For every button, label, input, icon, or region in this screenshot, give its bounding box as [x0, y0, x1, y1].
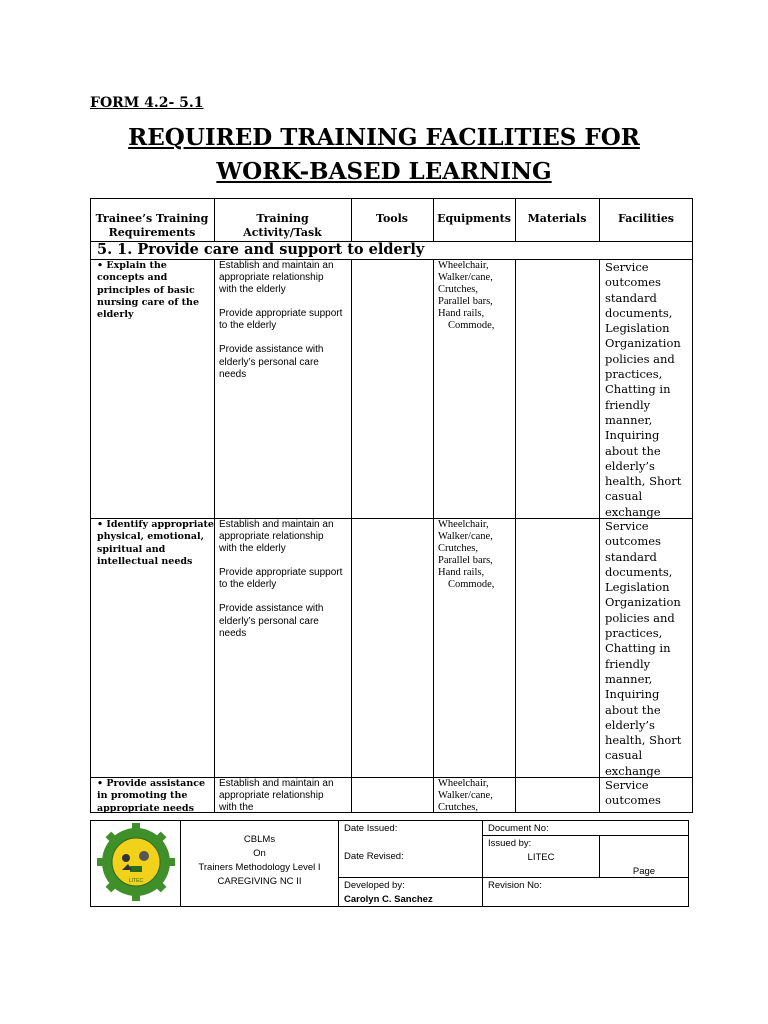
row-3-tasks [219, 778, 344, 812]
equipment-item: Hand rails, [438, 308, 485, 320]
cblm-line: CBLMs [243, 834, 276, 845]
col-header-facilities: Facilities [617, 212, 675, 225]
equipment-item: Crutches, [438, 284, 478, 296]
litec-logo [96, 822, 176, 902]
equipment-item: Crutches, [438, 802, 478, 812]
section-title: 5. 1. Provide care and support to elderly [97, 241, 425, 258]
gear-seal-icon [96, 822, 176, 902]
row-1-tasks [219, 260, 344, 393]
equipment-item: Walker/cane, [438, 790, 493, 802]
equipment-item: Wheelchair, [438, 778, 489, 789]
row-2-requirement: • Identify appropriate physical, emotional, spiritual and intellectual needs [97, 519, 214, 567]
revision-no-label: Revision No: [488, 880, 542, 891]
equipment-item: Hand rails, [438, 567, 485, 579]
equipment-item: Commode, [448, 579, 495, 591]
date-issued-label: Date Issued: [344, 823, 398, 834]
task-item: Provide appropriate support to the elderly [219, 567, 343, 591]
date-revised-label: Date Revised: [344, 851, 404, 862]
col-header-activity: Training Activity/Task [243, 212, 322, 239]
issued-by-label: Issued by: [488, 838, 532, 849]
equipment-item: Walker/cane, [438, 272, 493, 284]
task-item: Establish and maintain an appropriate relationship with the elderly [219, 260, 334, 296]
row-3-requirement: • Provide assistance in promoting the appropriate needs [97, 778, 206, 812]
row-3-equipments [438, 778, 514, 812]
equipment-item: Commode, [448, 320, 495, 332]
row-1-equipments [438, 260, 514, 333]
task-item: Provide assistance with elderly’s personal care needs [219, 344, 324, 380]
form-code: FORM 4.2- 5.1 [90, 95, 204, 111]
equipment-item: Wheelchair, [438, 260, 489, 271]
cblm-line: CAREGIVING NC II [217, 876, 302, 887]
document-no-label: Document No: [488, 823, 549, 834]
task-item: Establish and maintain an appropriate relationship with the elderly [219, 519, 334, 555]
page-title-line-1: REQUIRED TRAINING FACILITIES FOR [128, 124, 640, 151]
col-header-materials: Materials [527, 212, 587, 225]
developed-by-label: Developed by: [344, 880, 405, 891]
logo-text: LITEC [128, 878, 144, 884]
cblm-title [181, 833, 338, 889]
col-header-requirements: Trainee’s Training Requirements [95, 212, 209, 239]
equipment-item: Parallel bars, [438, 296, 493, 308]
cblm-line: On [253, 848, 266, 859]
page-label: Page [632, 866, 656, 877]
col-header-equipments: Equipments [437, 212, 511, 225]
equipment-item: Crutches, [438, 543, 478, 555]
cblm-line: Trainers Methodology Level I [198, 862, 321, 873]
row-2-equipments [438, 519, 514, 592]
developer-name: Carolyn C. Sanchez [344, 894, 433, 905]
row-2-tasks [219, 519, 344, 652]
issuer-name: LITEC [527, 852, 555, 863]
row-1-facilities: Service outcomes standard documents, Legislation Organization policies and practices, Chatting in friendly manner, Inquiring about the elderly’s health, Short casual exchange [605, 260, 682, 519]
equipment-item: Walker/cane, [438, 531, 493, 543]
equipment-item: Wheelchair, [438, 519, 489, 530]
row-1-requirement: • Explain the concepts and principles of basic nursing care of the elderly [97, 260, 199, 321]
page-title-line-2: WORK-BASED LEARNING [216, 158, 552, 185]
row-3-facilities: Service outcomes [605, 778, 661, 808]
row-3 [91, 778, 692, 812]
task-item: Provide appropriate support to the elderly [219, 308, 343, 332]
col-header-tools: Tools [376, 212, 408, 225]
task-item: Establish and maintain an appropriate relationship with the [219, 778, 334, 812]
task-item: Provide assistance with elderly’s personal care needs [219, 603, 324, 639]
row-2-facilities: Service outcomes standard documents, Legislation Organization policies and practices, Chatting in friendly manner, Inquiring about the elderly’s health, Short casual exchange [605, 519, 682, 778]
equipment-item: Parallel bars, [438, 555, 493, 567]
